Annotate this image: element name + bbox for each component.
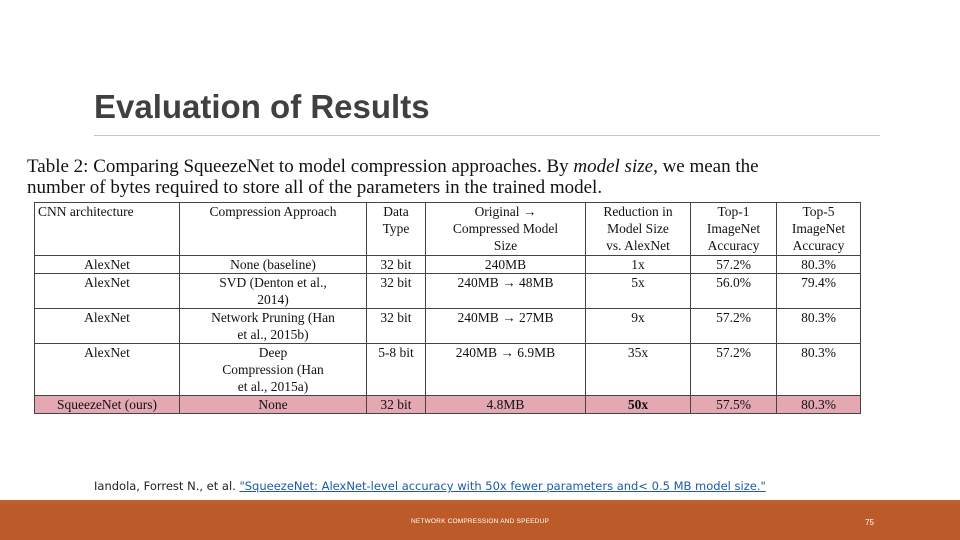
- table-cell: SVD (Denton et al., 2014): [180, 274, 367, 309]
- table-cell: 5x: [586, 274, 691, 309]
- table-cell: 240MB: [426, 256, 586, 274]
- table-cell: 9x: [586, 309, 691, 344]
- citation-authors: Iandola, Forrest N., et al.: [94, 479, 240, 493]
- table-cell: 80.3%: [777, 396, 861, 414]
- table-cell: 1x: [586, 256, 691, 274]
- table-cell: 240MB → 6.9MB: [426, 344, 586, 396]
- table-header-cell: Top-1 ImageNet Accuracy: [691, 203, 777, 256]
- table-header-cell: Reduction in Model Size vs. AlexNet: [586, 203, 691, 256]
- footer-bar: [0, 504, 960, 540]
- table-header-cell: CNN architecture: [35, 203, 180, 256]
- table-header-cell: Compression Approach: [180, 203, 367, 256]
- table-header-cell: Top-5 ImageNet Accuracy: [777, 203, 861, 256]
- table-cell: 57.2%: [691, 309, 777, 344]
- caption-emphasis: model size: [573, 156, 654, 177]
- table-cell: AlexNet: [35, 256, 180, 274]
- table-cell: 5-8 bit: [367, 344, 426, 396]
- table-row: [35, 396, 861, 414]
- table-header-cell: Data Type: [367, 203, 426, 256]
- table-row: [35, 344, 861, 396]
- caption-line-2: number of bytes required to store all of the parameters in the trained model.: [27, 177, 603, 198]
- table-header-row: [35, 203, 861, 256]
- table-cell: 32 bit: [367, 396, 426, 414]
- table-cell: 79.4%: [777, 274, 861, 309]
- table-row: [35, 309, 861, 344]
- table-cell: AlexNet: [35, 309, 180, 344]
- table-cell: Network Pruning (Han et al., 2015b): [180, 309, 367, 344]
- table-cell: 32 bit: [367, 256, 426, 274]
- table-cell: 32 bit: [367, 309, 426, 344]
- table-cell: 80.3%: [777, 256, 861, 274]
- table-cell: 57.2%: [691, 344, 777, 396]
- table-cell: 57.2%: [691, 256, 777, 274]
- table-body: [35, 256, 861, 414]
- comparison-table: [34, 202, 861, 414]
- citation: [94, 479, 766, 493]
- table-cell: 57.5%: [691, 396, 777, 414]
- table-cell: SqueezeNet (ours): [35, 396, 180, 414]
- title-divider: [94, 135, 880, 136]
- table-cell: AlexNet: [35, 344, 180, 396]
- slide-title: Evaluation of Results: [94, 88, 430, 125]
- page-number: 75: [865, 518, 874, 527]
- table-cell: 80.3%: [777, 344, 861, 396]
- table-cell: 56.0%: [691, 274, 777, 309]
- table-cell: 50x: [586, 396, 691, 414]
- table-cell: AlexNet: [35, 274, 180, 309]
- citation-link[interactable]: "SqueezeNet: AlexNet-level accuracy with 50x fewer parameters and< 0.5 MB model size.": [239, 479, 766, 493]
- table-row: [35, 274, 861, 309]
- table-cell: Deep Compression (Han et al., 2015a): [180, 344, 367, 396]
- table-caption: [27, 156, 927, 198]
- table-cell: 35x: [586, 344, 691, 396]
- table-cell: None: [180, 396, 367, 414]
- table-cell: 80.3%: [777, 309, 861, 344]
- table-cell: 240MB → 48MB: [426, 274, 586, 309]
- footer-text: NETWORK COMPRESSION AND SPEEDUP: [410, 518, 550, 525]
- table-cell: None (baseline): [180, 256, 367, 274]
- table-row: [35, 256, 861, 274]
- caption-text-a: Table 2: Comparing SqueezeNet to model compression approaches. By: [27, 156, 574, 177]
- table-cell: 4.8MB: [426, 396, 586, 414]
- caption-line-1: [27, 156, 927, 177]
- table-cell: 240MB → 27MB: [426, 309, 586, 344]
- caption-text-b: , we mean the: [653, 156, 759, 177]
- table-header-cell: Original → Compressed Model Size: [426, 203, 586, 256]
- table-cell: 32 bit: [367, 274, 426, 309]
